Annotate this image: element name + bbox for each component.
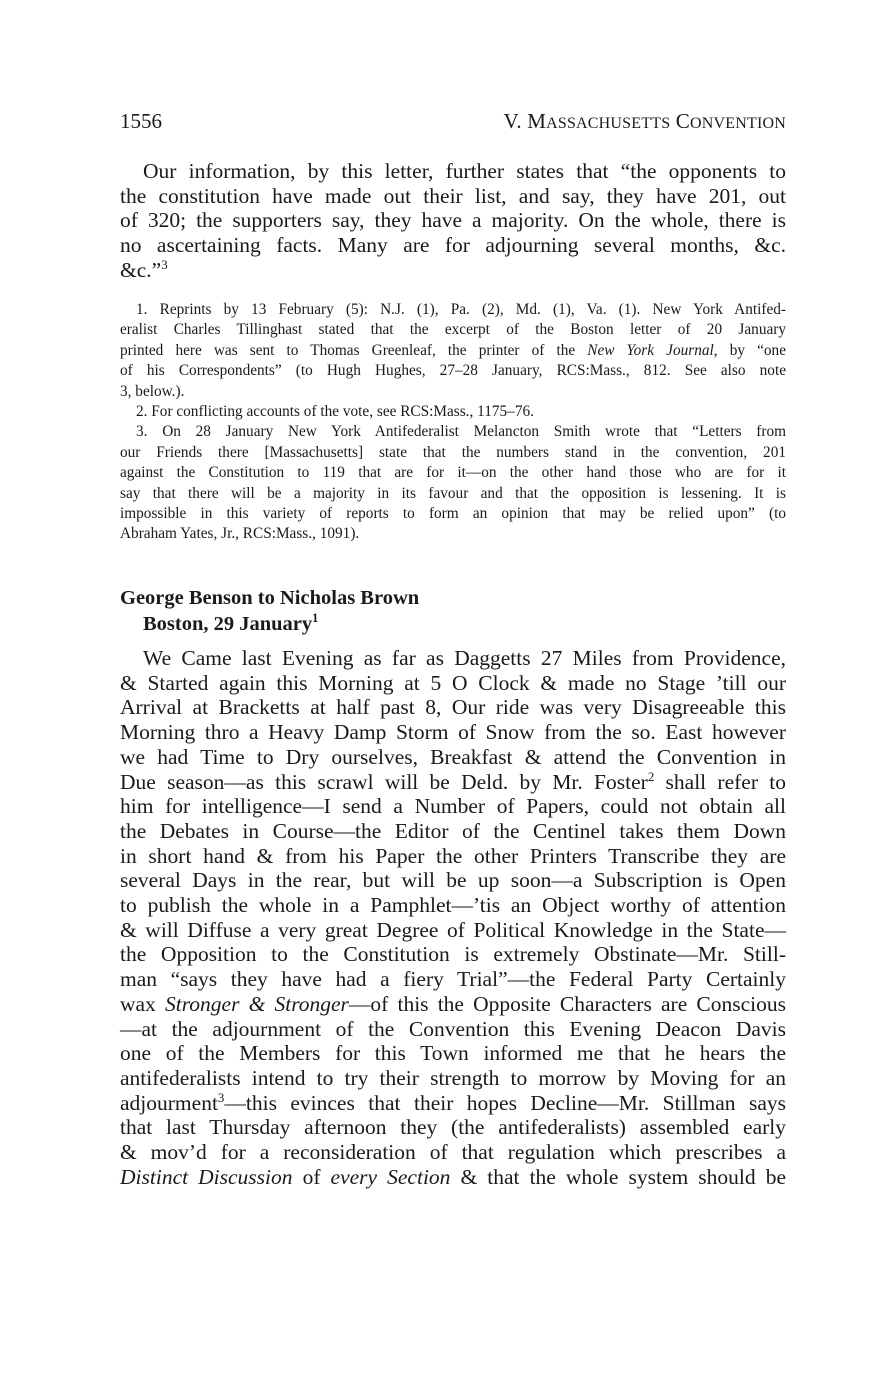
text-fragment: , by “one: [713, 341, 786, 359]
note-line: Abraham Yates, Jr., RCS:Mass., 1091).: [120, 525, 360, 543]
note-line: 2. For conflicting accounts of the vote, see RCS:Mass., 1175–76.: [136, 403, 534, 421]
note-line: [120, 341, 786, 361]
text-line: no ascertaining facts. Many are for adjourning several months, &c.: [120, 233, 786, 258]
note-line: impossible in this variety of reports to form an opinion that may be relied upon” (to: [120, 505, 786, 523]
section-prefix: V.: [503, 109, 528, 133]
text-line: of 320; the supporters say, they have a majority. On the whole, there is: [120, 208, 786, 233]
document-place-date: [120, 611, 786, 637]
section-title: [504, 108, 786, 137]
footnote-ref: 1: [312, 611, 319, 626]
text-fragment: &c.”: [120, 257, 162, 282]
note-line: 3, below.).: [120, 382, 185, 400]
footnote-ref: 3: [217, 1090, 225, 1105]
text-fragment: wax: [120, 991, 165, 1016]
text-line: [120, 258, 786, 283]
text-line: the constitution have made out their list, and say, they have 201, out: [120, 183, 786, 208]
text-line: [120, 992, 786, 1017]
text-line: we had Time to Dry ourselves, Breakfast & attend the Convention in: [120, 744, 786, 769]
document-title: George Benson to Nicholas Brown: [120, 587, 420, 609]
text-line: antifederalists intend to try their strength to morrow by Moving for an: [120, 1065, 786, 1090]
italic-text: New York Journal: [587, 341, 714, 359]
text-line: man “says they have had a fiery Trial”—the Federal Party Certainly: [120, 967, 786, 992]
text-line: [120, 1165, 786, 1190]
text-line: several Days in the rear, but will be up soon—a Subscription is Open: [120, 868, 786, 893]
top-paragraph: [120, 159, 786, 283]
text-line: —at the adjournment of the Convention this Evening Deacon Davis: [120, 1016, 786, 1041]
text-line: in short hand & from his Paper the other Printers Transcribe they are: [120, 843, 786, 868]
text-line: & will Diffuse a very great Degree of Political Knowledge in the State—: [120, 917, 786, 942]
document-heading: [120, 585, 786, 637]
text-fragment: —this evinces that their hopes Decline—Mr. Stillman says: [224, 1090, 786, 1115]
text-line: to publish the whole in a Pamphlet—’tis an Object worthy of attention: [120, 893, 786, 918]
italic-text: every Section: [330, 1164, 451, 1189]
note-line: 1. Reprints by 13 February (5): N.J. (1), Pa. (2), Md. (1), Va. (1). New York Antifed-: [136, 301, 786, 318]
note-line: eralist Charles Tillinghast stated that the excerpt of the Boston letter of 20 January: [120, 321, 786, 339]
text-line: Arrival at Bracketts at half past 8, Our ride was very Disagreeable this: [120, 695, 786, 720]
text-line: [120, 770, 786, 795]
section-title-part: C: [675, 109, 690, 133]
letter-body: [120, 646, 786, 1189]
text-fragment: —of this the Opposite Characters are Conscious: [348, 991, 786, 1016]
note-line: say that there will be a majority in its favour and that the opposition is lessening. It is: [120, 484, 786, 502]
note-line: of his Correspondents” (to Hugh Hughes, 27–28 January, RCS:Mass., 812. See also note: [120, 362, 786, 380]
text-line: that last Thursday afternoon they (the antifederalists) assembled early: [120, 1115, 786, 1140]
section-title-part: ONVENTION: [689, 115, 786, 132]
text-fragment: Boston, 29 January: [143, 613, 313, 635]
text-line: the Debates in Course—the Editor of the Centinel takes them Down: [120, 818, 786, 843]
note-line: our Friends there [Massachusetts] state that the numbers stand in the convention, 201: [120, 443, 786, 461]
page-number: 1556: [120, 109, 162, 133]
text-fragment: shall refer to: [654, 769, 786, 794]
section-title-part: M: [527, 109, 547, 133]
text-line: We Came last Evening as far as Daggetts 27 Miles from Providence,: [143, 646, 786, 670]
section-title-part: ASSACHUSETTS: [546, 115, 671, 132]
text-line: Morning thro a Heavy Damp Storm of Snow from the so. East however: [120, 720, 786, 745]
editorial-notes: [120, 300, 786, 545]
text-line: [120, 1091, 786, 1116]
text-line: him for intelligence—I send a Number of Papers, could not obtain all: [120, 794, 786, 819]
text-line: Our information, by this letter, further states that “the opponents to: [143, 159, 786, 183]
footnote-ref: 2: [647, 769, 655, 784]
italic-text: Stronger & Stronger: [164, 991, 349, 1016]
italic-text: Distinct Discussion: [120, 1164, 293, 1189]
footnote-ref: 3: [161, 257, 168, 272]
text-fragment: adjourment: [120, 1090, 218, 1115]
text-fragment: of: [292, 1164, 331, 1189]
note-line: 3. On 28 January New York Antifederalist Melancton Smith wrote that “Letters from: [136, 423, 786, 441]
text-line: one of the Members for this Town informed me that he hears the: [120, 1041, 786, 1066]
text-fragment: & that the whole system should be: [450, 1164, 786, 1189]
text-line: the Opposition to the Constitution is extremely Obstinate—Mr. Still-: [120, 942, 786, 967]
text-fragment: Due season—as this scrawl will be Deld. by Mr. Foster: [120, 769, 648, 794]
text-line: & Started again this Morning at 5 O Clock & made no Stage ’till our: [120, 670, 786, 695]
text-fragment: printed here was sent to Thomas Greenleaf, the printer of the: [120, 341, 588, 359]
text-line: & mov’d for a reconsideration of that regulation which prescribes a: [120, 1140, 786, 1165]
note-line: against the Constitution to 119 that are for it—on the other hand those who are for it: [120, 464, 786, 482]
